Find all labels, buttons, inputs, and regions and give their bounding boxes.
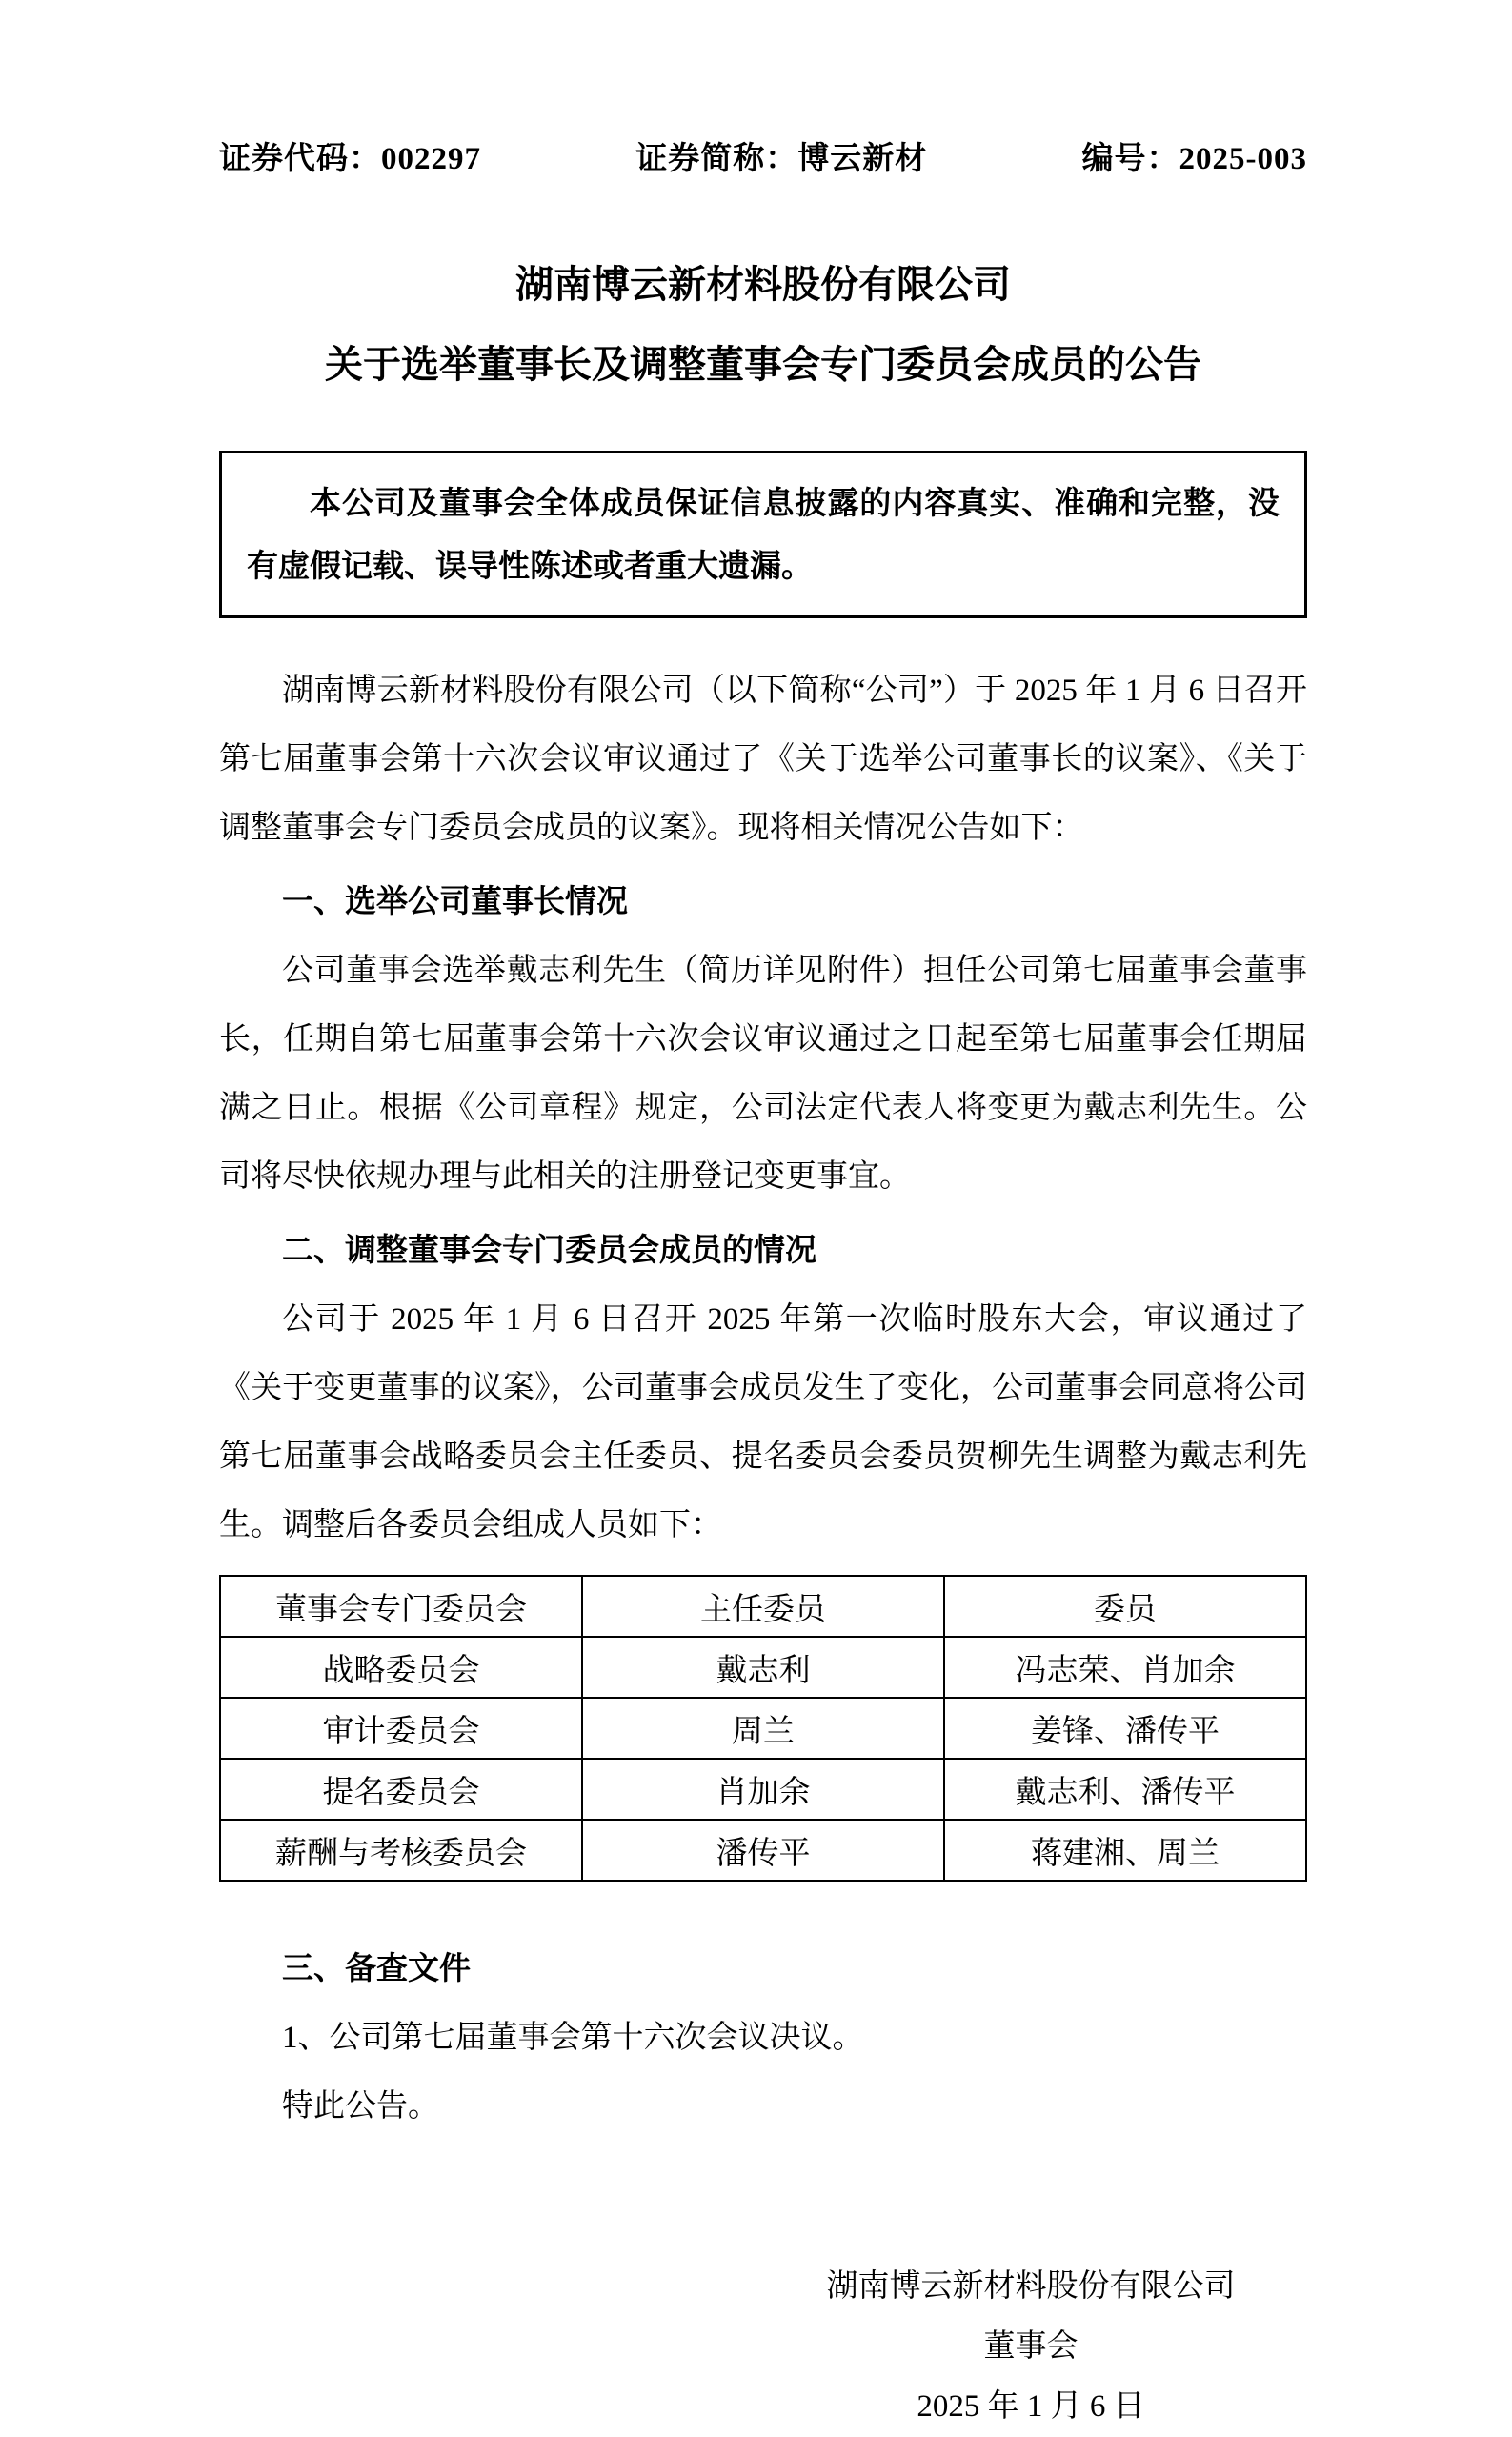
signature-board: 董事会 <box>983 2329 1079 2364</box>
section1-body: 公司董事会选举戴志利先生（简历详见附件）担任公司第七届董事会董事长，任期自第七届董事会第十六次会议审议通过之日起至第七届董事会任期届满之日止。根据《公司章程》规定，公司法定代表人将变更为戴志利先生。公司将尽快依规办理与此相关的注册登记变更事宜。 <box>219 954 1307 1194</box>
cell-committee: 战略委员会 <box>220 1637 582 1698</box>
committee-table <box>219 1575 1307 1882</box>
table-row <box>220 1759 1306 1820</box>
cell-members: 戴志利、潘传平 <box>944 1759 1306 1820</box>
signature-block <box>807 2257 1255 2437</box>
cell-chairman: 潘传平 <box>582 1820 944 1881</box>
cell-committee: 审计委员会 <box>220 1698 582 1759</box>
cell-chairman: 周兰 <box>582 1698 944 1759</box>
signature-date: 2025 年 1 月 6 日 <box>917 2389 1145 2424</box>
col-header-chairman: 主任委员 <box>582 1576 944 1637</box>
announcement-number: 编号：2025-003 <box>1081 142 1307 176</box>
cell-committee: 提名委员会 <box>220 1759 582 1820</box>
disclaimer-box <box>219 451 1307 618</box>
section2-heading: 二、调整董事会专门委员会成员的情况 <box>282 1234 816 1268</box>
cell-members: 蒋建湘、周兰 <box>944 1820 1306 1881</box>
section2-body: 公司于 2025 年 1 月 6 日召开 2025 年第一次临时股东大会，审议通过了《关于变更董事的议案》，公司董事会成员发生了变化，公司董事会同意将公司第七届董事会战略委员会主任委员、提名委员会委员贺柳先生调整为戴志利先生。调整后各委员会组成人员如下： <box>219 1302 1307 1542</box>
table-row <box>220 1698 1306 1759</box>
reference-document-item: 1、公司第七届董事会第十六次会议决议。 <box>282 2021 864 2055</box>
stock-code: 证券代码：002297 <box>219 142 481 176</box>
stock-short-name: 证券简称：博云新材 <box>635 142 928 176</box>
disclaimer-text: 本公司及董事会全体成员保证信息披露的内容真实、准确和完整，没有虚假记载、误导性陈述或者重大遗漏。 <box>247 487 1280 584</box>
cell-committee: 薪酬与考核委员会 <box>220 1820 582 1881</box>
table-row <box>220 1820 1306 1881</box>
document-header <box>219 133 1307 178</box>
col-header-members: 委员 <box>944 1576 1306 1637</box>
intro-paragraph: 湖南博云新材料股份有限公司（以下简称“公司”）于 2025 年 1 月 6 日召开第七届董事会第十六次会议审议通过了《关于选举公司董事长的议案》、《关于调整董事会专门委员会成员的议案》。现将相关情况公告如下： <box>219 674 1307 845</box>
document-title <box>219 245 1307 405</box>
col-header-committee: 董事会专门委员会 <box>220 1576 582 1637</box>
closing-statement: 特此公告。 <box>282 2089 439 2124</box>
company-title-line: 湖南博云新材料股份有限公司 <box>515 263 1011 306</box>
table-header-row <box>220 1576 1306 1637</box>
announcement-title-line: 关于选举董事长及调整董事会专门委员会成员的公告 <box>325 343 1201 386</box>
cell-members: 冯志荣、肖加余 <box>944 1637 1306 1698</box>
table-row <box>220 1637 1306 1698</box>
section3-heading: 三、备查文件 <box>282 1952 471 1986</box>
cell-members: 姜锋、潘传平 <box>944 1698 1306 1759</box>
signature-company: 湖南博云新材料股份有限公司 <box>826 2269 1236 2304</box>
section1-heading: 一、选举公司董事长情况 <box>282 885 628 919</box>
cell-chairman: 肖加余 <box>582 1759 944 1820</box>
cell-chairman: 戴志利 <box>582 1637 944 1698</box>
